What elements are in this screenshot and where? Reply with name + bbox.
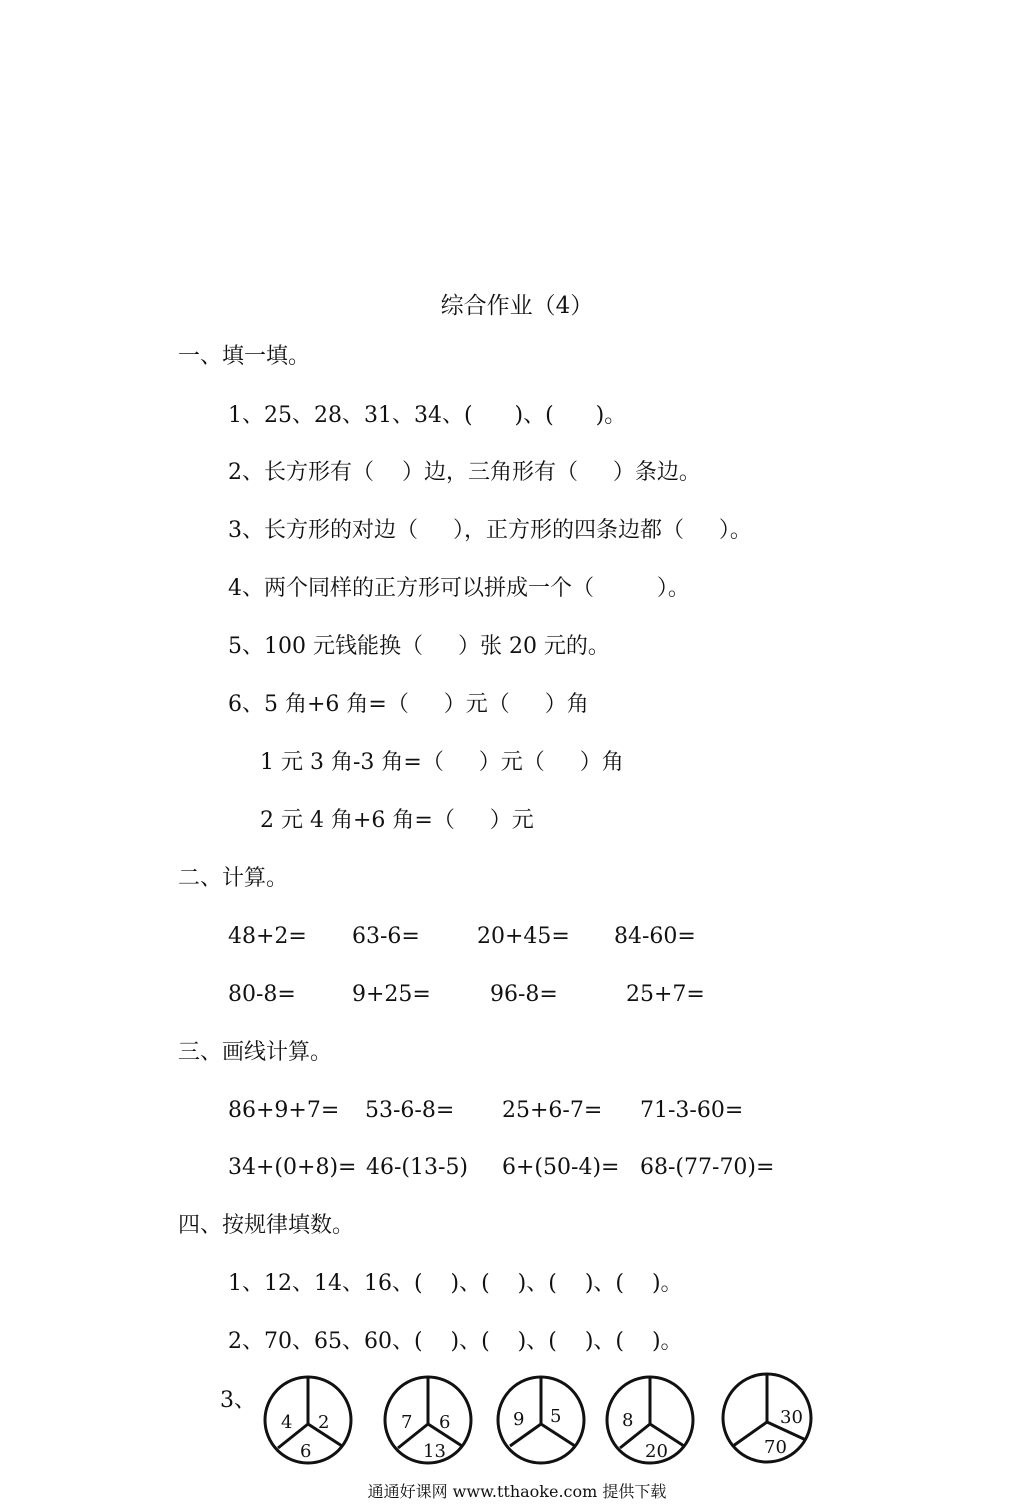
circle-2-right: 6 <box>439 1412 451 1433</box>
section-heading-line-calc: 三、画线计算。 <box>178 1040 333 1065</box>
section-heading-pattern: 四、按规律填数。 <box>178 1213 355 1238</box>
circle-4-left: 8 <box>622 1410 634 1431</box>
circle-1-bottom: 6 <box>300 1441 312 1462</box>
problem: 46-(13-5) <box>366 1155 469 1180</box>
circle-5-right: 30 <box>780 1407 803 1428</box>
circle-1-left: 4 <box>281 1412 293 1433</box>
number-circle-3 <box>498 1377 584 1463</box>
problem: 71-3-60= <box>640 1098 744 1123</box>
question-line: 5、100 元钱能换（ ）张 20 元的。 <box>228 634 610 659</box>
question-line: 1 元 3 角-3 角=（ ）元（ ）角 <box>260 750 624 775</box>
circle-5-bottom: 70 <box>764 1437 787 1458</box>
problem: 84-60= <box>614 924 696 949</box>
question-line: 2、70、65、60、( )、( )、( )、( )。 <box>228 1329 683 1354</box>
question-line: 6、5 角+6 角=（ ）元（ ）角 <box>228 692 589 717</box>
problem: 96-8= <box>490 982 558 1007</box>
problem: 34+(0+8)= <box>228 1155 357 1180</box>
problem: 86+9+7= <box>228 1098 340 1123</box>
circle-3-left: 9 <box>513 1409 525 1430</box>
problem: 25+6-7= <box>502 1098 603 1123</box>
question-number: 3、 <box>220 1388 256 1413</box>
problem: 53-6-8= <box>365 1098 455 1123</box>
problem: 6+(50-4)= <box>502 1155 620 1180</box>
circle-2-left: 7 <box>401 1412 413 1433</box>
number-circles <box>0 1370 1034 1478</box>
question-line: 3、长方形的对边（ ），正方形的四条边都（ ）。 <box>228 518 752 543</box>
question-line: 2、长方形有（ ）边，三角形有（ ）条边。 <box>228 460 701 485</box>
circle-4-bottom: 20 <box>645 1441 668 1462</box>
problem: 68-(77-70)= <box>640 1155 775 1180</box>
footer-credit: 通通好课网 www.tthaoke.com 提供下载 <box>367 1482 667 1501</box>
problem: 20+45= <box>477 924 570 949</box>
problem: 25+7= <box>626 982 705 1007</box>
page-title: 综合作业（4） <box>440 293 594 319</box>
problem: 48+2= <box>228 924 307 949</box>
problem: 9+25= <box>352 982 431 1007</box>
circle-2-bottom: 13 <box>423 1441 446 1462</box>
question-line: 1、25、28、31、34、( )、( )。 <box>228 403 627 428</box>
circle-1-right: 2 <box>318 1412 330 1433</box>
problem: 63-6= <box>352 924 420 949</box>
question-line: 2 元 4 角+6 角=（ ）元 <box>260 808 534 833</box>
question-line: 4、两个同样的正方形可以拼成一个（ ）。 <box>228 576 690 601</box>
circle-3-right: 5 <box>550 1406 562 1427</box>
question-line: 1、12、14、16、( )、( )、( )、( )。 <box>228 1271 683 1296</box>
section-heading-fill: 一、填一填。 <box>178 344 311 369</box>
problem: 80-8= <box>228 982 296 1007</box>
section-heading-calc: 二、计算。 <box>178 866 289 891</box>
